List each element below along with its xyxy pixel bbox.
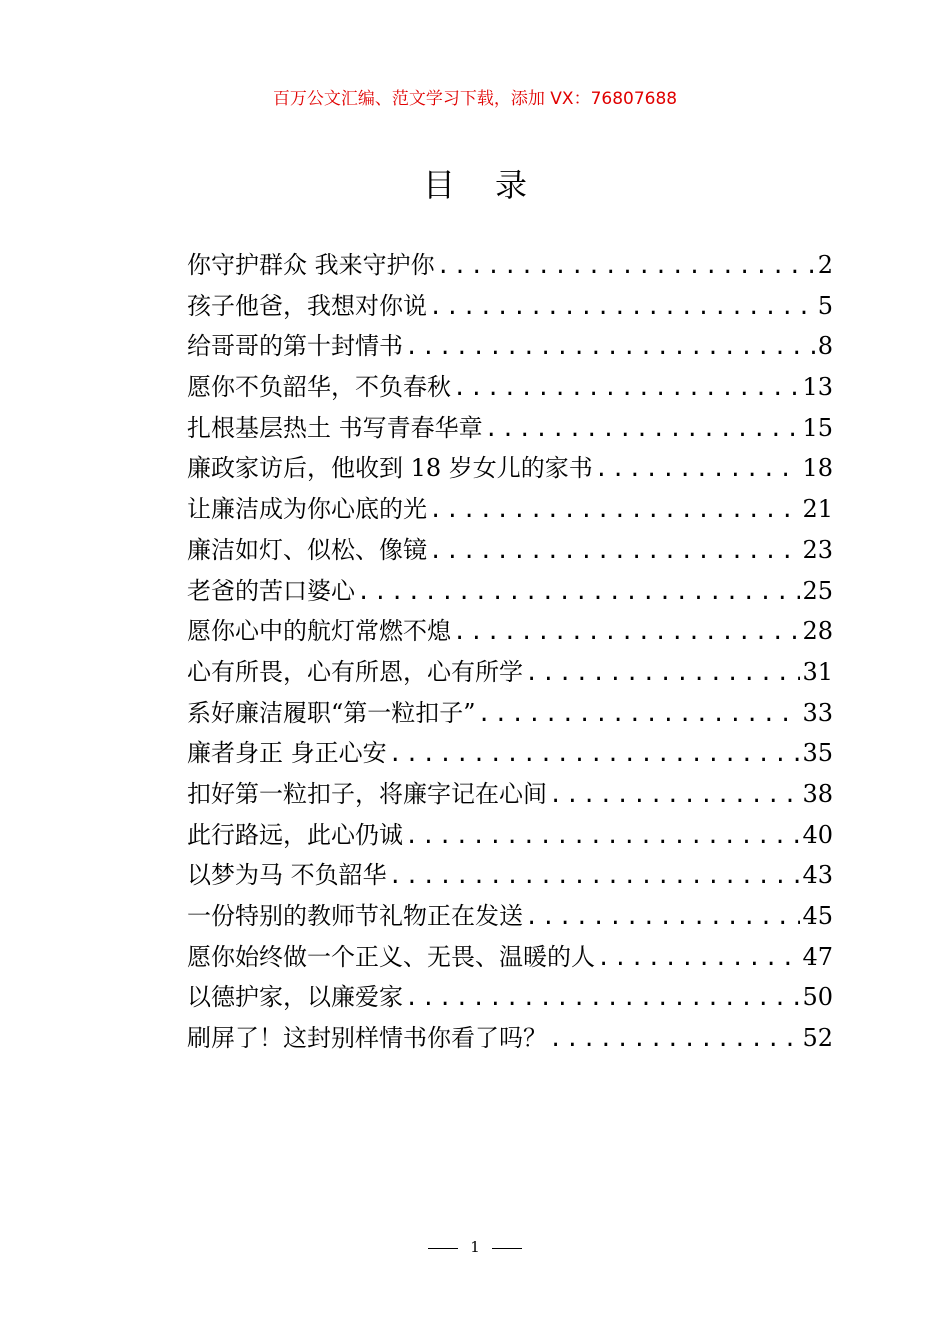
page-title (0, 160, 950, 206)
toc-entry-page-number: 25 (802, 576, 833, 605)
toc-leader-dots (451, 369, 800, 408)
table-of-contents (187, 245, 833, 1059)
toc-entry-page-number: 47 (802, 942, 833, 971)
toc-entry-page-number: 40 (802, 820, 833, 849)
toc-entry[interactable] (187, 693, 833, 734)
toc-leader-dots (387, 857, 801, 896)
toc-entry-title: 系好廉洁履职“第一粒扣子” (187, 698, 476, 727)
toc-entry-page-number: 8 (817, 332, 833, 361)
toc-entry[interactable] (187, 896, 833, 937)
toc-entry-title: 愿你始终做一个正义、无畏、温暖的人 (187, 942, 595, 971)
toc-leader-dots (427, 288, 816, 327)
toc-entry[interactable] (187, 1018, 833, 1059)
toc-entry-page-number: 21 (802, 495, 833, 524)
toc-entry-title: 廉洁如灯、似松、像镜 (187, 535, 427, 564)
toc-entry-title: 廉者身正 身正心安 (187, 739, 387, 768)
toc-entry-title: 一份特别的教师节礼物正在发送 (187, 902, 523, 930)
toc-leader-dots (593, 450, 801, 489)
toc-entry-title: 让廉洁成为你心底的光 (187, 495, 427, 524)
toc-leader-dots (403, 328, 816, 367)
footer-dash-right (492, 1248, 522, 1249)
toc-entry[interactable] (187, 286, 833, 327)
toc-entry-title: 心有所畏，心有所恩，心有所学 (187, 657, 523, 686)
toc-entry[interactable] (187, 571, 833, 612)
toc-entry[interactable] (187, 367, 833, 408)
toc-entry-title: 刷屏了！这封别样情书你看了吗？ (187, 1024, 547, 1053)
toc-entry-title: 你守护群众 我来守护你 (187, 251, 435, 279)
toc-leader-dots (523, 898, 800, 937)
toc-entry[interactable] (187, 245, 833, 286)
toc-leader-dots (595, 939, 800, 978)
toc-entry[interactable] (187, 815, 833, 856)
toc-entry[interactable] (187, 977, 833, 1018)
toc-entry-page-number: 45 (802, 902, 833, 930)
toc-entry-page-number: 31 (802, 657, 833, 686)
toc-entry-page-number: 33 (802, 698, 833, 727)
toc-entry[interactable] (187, 530, 833, 571)
toc-entry-page-number: 15 (802, 413, 833, 442)
toc-entry[interactable] (187, 448, 833, 489)
toc-leader-dots (403, 979, 800, 1018)
toc-entry-page-number: 13 (802, 373, 833, 402)
toc-entry-title: 给哥哥的第十封情书 (187, 332, 403, 361)
toc-entry-page-number: 23 (802, 535, 833, 564)
toc-entry-title: 此行路远，此心仍诚 (187, 820, 403, 849)
toc-entry[interactable] (187, 611, 833, 652)
header-note: 百万公文汇编、范文学习下载，添加 VX：76807688 (272, 89, 678, 109)
toc-leader-dots (427, 532, 800, 571)
toc-entry-page-number: 2 (817, 251, 833, 279)
toc-entry-title: 扣好第一粒扣子，将廉字记在心间 (187, 779, 547, 808)
toc-entry-title: 扎根基层热土 书写青春华章 (187, 413, 483, 442)
page-footer (0, 1238, 950, 1256)
toc-entry[interactable] (187, 855, 833, 896)
toc-entry[interactable] (187, 489, 833, 530)
toc-entry-page-number: 28 (802, 617, 833, 646)
toc-entry-page-number: 5 (817, 291, 833, 320)
toc-leader-dots (403, 817, 800, 856)
toc-entry[interactable] (187, 652, 833, 693)
toc-entry-title: 以梦为马 不负韶华 (187, 861, 387, 890)
toc-leader-dots (387, 735, 801, 774)
toc-entry[interactable] (187, 774, 833, 815)
toc-leader-dots (435, 247, 816, 286)
toc-entry-page-number: 18 (802, 454, 833, 483)
toc-entry-title: 愿你心中的航灯常燃不熄 (187, 617, 451, 646)
toc-entry-page-number: 50 (802, 983, 833, 1012)
toc-entry[interactable] (187, 937, 833, 978)
toc-entry-page-number: 43 (802, 861, 833, 890)
toc-entry-page-number: 38 (802, 779, 833, 808)
toc-leader-dots (523, 654, 800, 693)
toc-entry-page-number: 35 (802, 739, 833, 768)
toc-leader-dots (476, 695, 801, 734)
footer-dash-left (428, 1248, 458, 1249)
toc-entry-title: 孩子他爸，我想对你说 (187, 291, 427, 320)
toc-entry[interactable] (187, 326, 833, 367)
page-title-char-2: 录 (495, 166, 528, 204)
footer-page-number: 1 (470, 1238, 480, 1256)
toc-leader-dots (427, 491, 800, 530)
toc-entry-title: 老爸的苦口婆心 (187, 576, 355, 605)
toc-entry[interactable] (187, 733, 833, 774)
toc-leader-dots (483, 410, 801, 449)
toc-leader-dots (355, 573, 800, 612)
toc-leader-dots (547, 776, 800, 815)
toc-entry-title: 愿你不负韶华，不负春秋 (187, 373, 451, 402)
toc-entry[interactable] (187, 408, 833, 449)
toc-leader-dots (451, 613, 800, 652)
toc-entry-page-number: 52 (802, 1024, 833, 1053)
page-title-char-1: 目 (422, 166, 455, 204)
toc-leader-dots (547, 1020, 800, 1059)
toc-entry-title: 廉政家访后，他收到 18 岁女儿的家书 (187, 454, 593, 483)
toc-entry-title: 以德护家，以廉爱家 (187, 983, 403, 1012)
